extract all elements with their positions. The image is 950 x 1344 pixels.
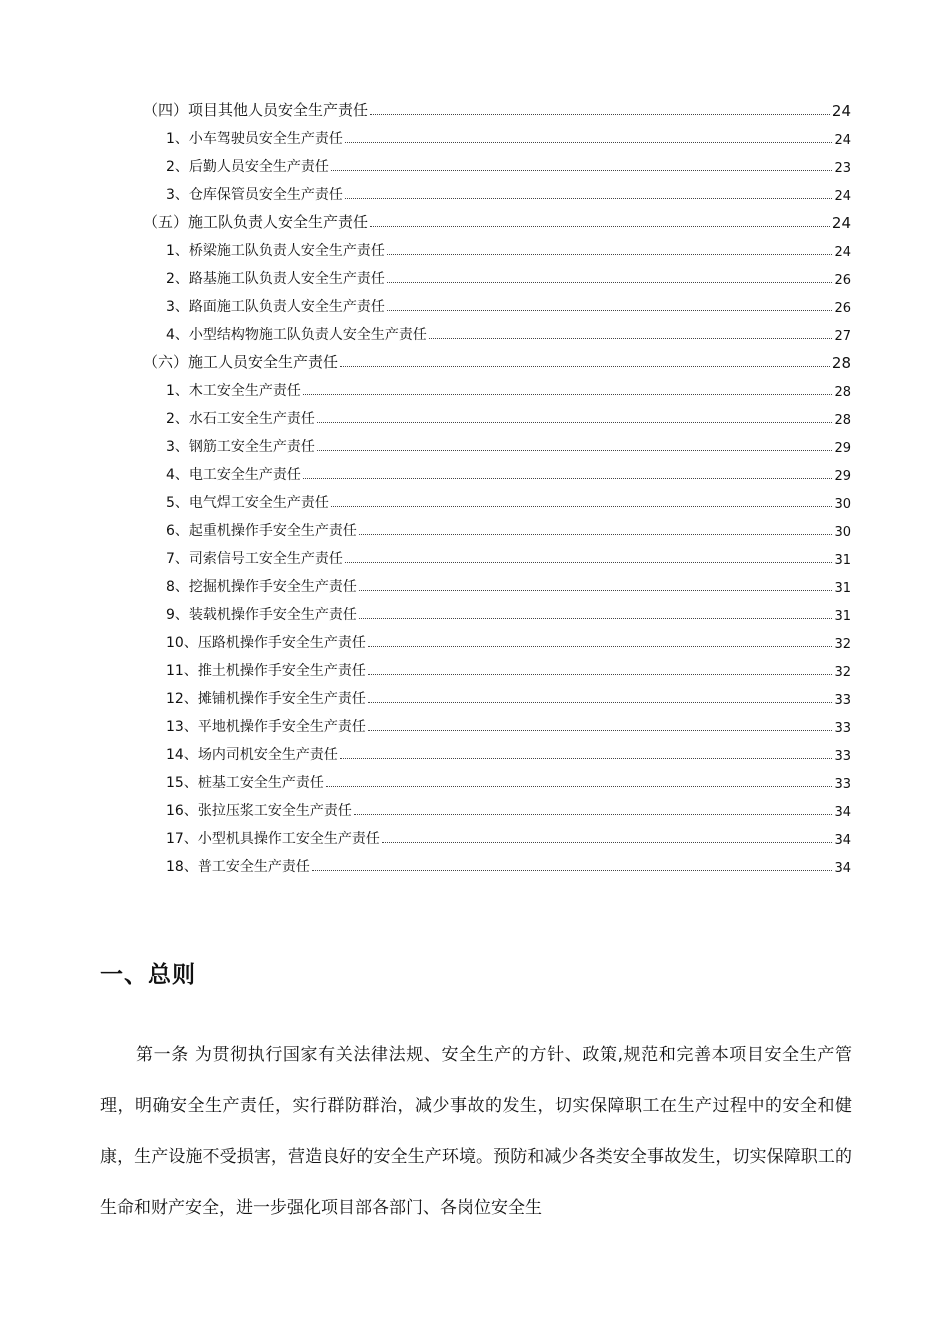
toc-dot-leader (317, 421, 833, 423)
toc-entry-page-number: 24 (834, 133, 851, 148)
toc-dot-leader (317, 449, 833, 451)
toc-entry-page-number: 30 (834, 497, 851, 512)
toc-dot-leader (359, 617, 833, 619)
toc-entry-label: 3、钢筋工安全生产责任 (166, 439, 315, 455)
toc-entry-page-number: 29 (834, 441, 851, 456)
toc-dot-leader (368, 701, 833, 703)
toc-subsection-entry[interactable] (166, 518, 851, 540)
toc-subsection-entry[interactable] (166, 294, 851, 316)
toc-subsection-entry[interactable] (166, 378, 851, 400)
toc-entry-label: 2、后勤人员安全生产责任 (166, 159, 329, 175)
toc-dot-leader (370, 113, 830, 115)
toc-dot-leader (382, 841, 833, 843)
toc-dot-leader (387, 281, 833, 283)
toc-entry-label: 4、电工安全生产责任 (166, 467, 301, 483)
toc-entry-label: 17、小型机具操作工安全生产责任 (166, 831, 380, 847)
toc-section-entry[interactable] (143, 210, 851, 232)
toc-subsection-entry[interactable] (166, 266, 851, 288)
toc-dot-leader (359, 589, 833, 591)
toc-subsection-entry[interactable] (166, 602, 851, 624)
toc-dot-leader (345, 197, 833, 199)
toc-dot-leader (387, 309, 833, 311)
toc-dot-leader (368, 729, 833, 731)
toc-entry-page-number: 33 (834, 749, 851, 764)
toc-dot-leader (368, 673, 833, 675)
toc-subsection-entry[interactable] (166, 154, 851, 176)
toc-entry-label: 1、桥梁施工队负责人安全生产责任 (166, 243, 385, 259)
toc-dot-leader (312, 869, 833, 871)
toc-subsection-entry[interactable] (166, 658, 851, 680)
toc-entry-page-number: 24 (834, 245, 851, 260)
toc-subsection-entry[interactable] (166, 826, 851, 848)
toc-dot-leader (345, 141, 833, 143)
toc-entry-page-number: 30 (834, 525, 851, 540)
toc-entry-page-number: 28 (834, 385, 851, 400)
toc-entry-label: 4、小型结构物施工队负责人安全生产责任 (166, 327, 427, 343)
toc-dot-leader (368, 645, 833, 647)
toc-subsection-entry[interactable] (166, 714, 851, 736)
toc-dot-leader (303, 477, 833, 479)
toc-entry-page-number: 31 (834, 609, 851, 624)
toc-dot-leader (345, 561, 833, 563)
toc-dot-leader (326, 785, 833, 787)
toc-dot-leader (359, 533, 833, 535)
toc-dot-leader (340, 757, 833, 759)
toc-dot-leader (340, 365, 830, 367)
toc-subsection-entry[interactable] (166, 686, 851, 708)
toc-entry-label: （四）项目其他人员安全生产责任 (143, 101, 369, 119)
section-paragraph: 第一条 为贯彻执行国家有关法律法规、安全生产的方针、政策,规范和完善本项目安全生产管理，明确安全生产责任，实行群防群治，减少事故的发生，切实保障职工在生产过程中的安全和健康，生产设施不受损害，营造良好的安全生产环境。预防和减少各类安全事故发生，切实保障职工的生命和财产安全，进一步强化项目部各部门、各岗位安全生 (100, 1045, 852, 1218)
section-heading: 一、总则 (100, 962, 196, 988)
toc-entry-page-number: 28 (834, 413, 851, 428)
toc-entry-page-number: 27 (834, 329, 851, 344)
toc-subsection-entry[interactable] (166, 798, 851, 820)
toc-entry-page-number: 34 (834, 861, 851, 876)
toc-entry-label: 2、水石工安全生产责任 (166, 411, 315, 427)
toc-section-entry[interactable] (143, 350, 851, 372)
toc-entry-label: 12、摊铺机操作手安全生产责任 (166, 691, 366, 707)
toc-entry-label: 16、张拉压浆工安全生产责任 (166, 803, 352, 819)
toc-subsection-entry[interactable] (166, 770, 851, 792)
toc-entry-page-number: 31 (834, 553, 851, 568)
toc-section-entry[interactable] (143, 98, 851, 120)
toc-subsection-entry[interactable] (166, 182, 851, 204)
toc-subsection-entry[interactable] (166, 238, 851, 260)
toc-entry-label: 9、装载机操作手安全生产责任 (166, 607, 357, 623)
toc-entry-label: 5、电气焊工安全生产责任 (166, 495, 329, 511)
toc-entry-label: 1、木工安全生产责任 (166, 383, 301, 399)
toc-entry-page-number: 31 (834, 581, 851, 596)
toc-entry-label: 3、仓库保管员安全生产责任 (166, 187, 343, 203)
toc-entry-label: （五）施工队负责人安全生产责任 (143, 213, 369, 231)
toc-entry-label: 18、普工安全生产责任 (166, 859, 310, 875)
toc-subsection-entry[interactable] (166, 126, 851, 148)
toc-entry-label: 1、小车驾驶员安全生产责任 (166, 131, 343, 147)
toc-entry-label: 8、挖掘机操作手安全生产责任 (166, 579, 357, 595)
toc-dot-leader (354, 813, 833, 815)
toc-entry-label: 13、平地机操作手安全生产责任 (166, 719, 366, 735)
toc-subsection-entry[interactable] (166, 854, 851, 876)
toc-dot-leader (387, 253, 833, 255)
toc-subsection-entry[interactable] (166, 406, 851, 428)
toc-entry-page-number: 33 (834, 721, 851, 736)
toc-entry-page-number: 24 (834, 189, 851, 204)
toc-entry-page-number: 29 (834, 469, 851, 484)
toc-subsection-entry[interactable] (166, 322, 851, 344)
toc-entry-page-number: 24 (831, 214, 851, 232)
toc-dot-leader (303, 393, 833, 395)
toc-subsection-entry[interactable] (166, 630, 851, 652)
toc-subsection-entry[interactable] (166, 574, 851, 596)
toc-entry-label: 3、路面施工队负责人安全生产责任 (166, 299, 385, 315)
toc-dot-leader (429, 337, 833, 339)
toc-entry-page-number: 23 (834, 161, 851, 176)
toc-dot-leader (331, 505, 833, 507)
toc-entry-page-number: 33 (834, 777, 851, 792)
toc-subsection-entry[interactable] (166, 490, 851, 512)
toc-dot-leader (370, 225, 830, 227)
toc-entry-label: 10、压路机操作手安全生产责任 (166, 635, 366, 651)
toc-subsection-entry[interactable] (166, 434, 851, 456)
toc-entry-page-number: 32 (834, 665, 851, 680)
toc-entry-page-number: 24 (831, 102, 851, 120)
toc-entry-page-number: 34 (834, 805, 851, 820)
toc-subsection-entry[interactable] (166, 742, 851, 764)
toc-subsection-entry[interactable] (166, 462, 851, 484)
toc-entry-label: 2、路基施工队负责人安全生产责任 (166, 271, 385, 287)
toc-entry-label: 14、场内司机安全生产责任 (166, 747, 338, 763)
toc-entry-label: （六）施工人员安全生产责任 (143, 353, 339, 371)
toc-entry-label: 7、司索信号工安全生产责任 (166, 551, 343, 567)
toc-entry-label: 15、桩基工安全生产责任 (166, 775, 324, 791)
toc-entry-page-number: 26 (834, 301, 851, 316)
toc-entry-page-number: 33 (834, 693, 851, 708)
toc-entry-label: 11、推土机操作手安全生产责任 (166, 663, 366, 679)
toc-entry-label: 6、起重机操作手安全生产责任 (166, 523, 357, 539)
toc-subsection-entry[interactable] (166, 546, 851, 568)
toc-entry-page-number: 34 (834, 833, 851, 848)
toc-entry-page-number: 26 (834, 273, 851, 288)
toc-dot-leader (331, 169, 833, 171)
toc-entry-page-number: 32 (834, 637, 851, 652)
toc-entry-page-number: 28 (831, 354, 851, 372)
